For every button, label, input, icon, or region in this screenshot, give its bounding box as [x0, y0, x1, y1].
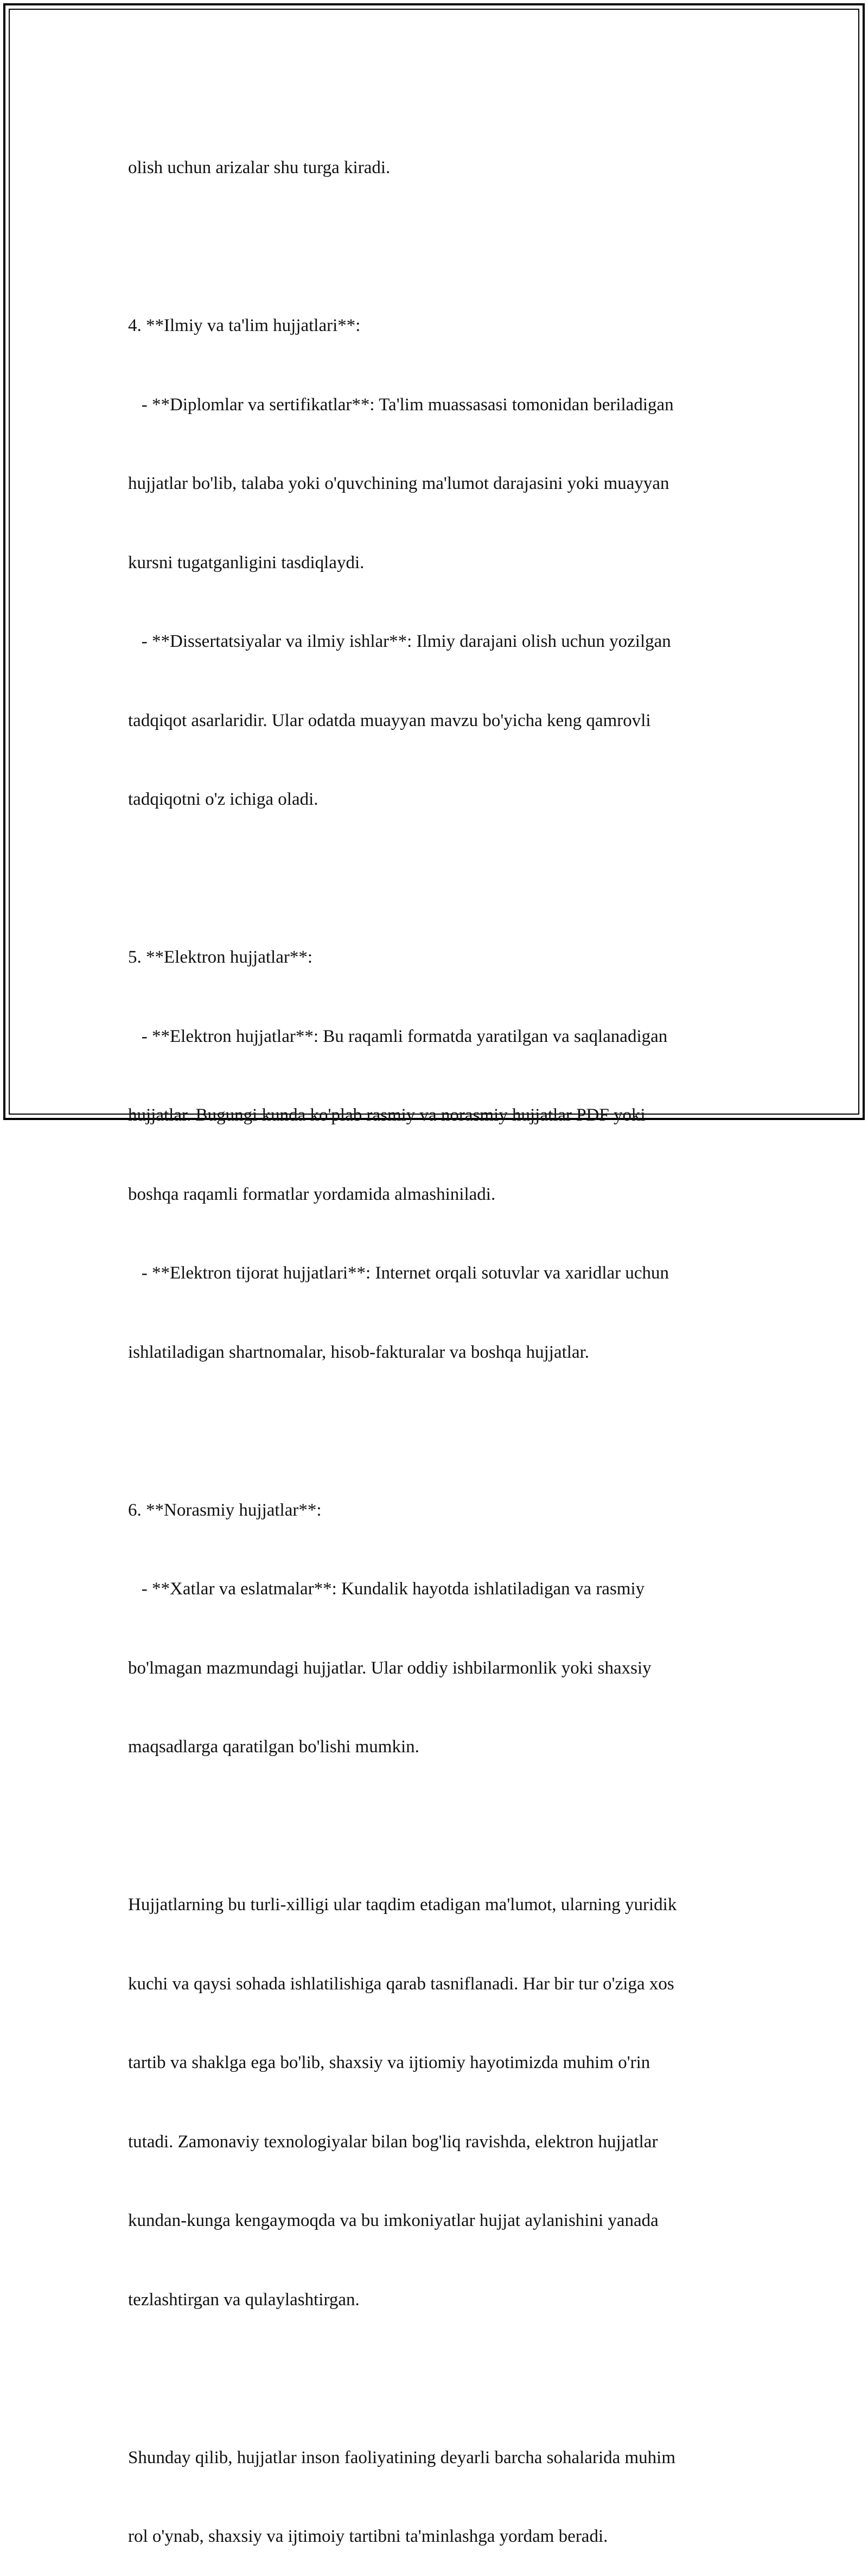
- text-line: kursni tugatganligini tasdiqlaydi.: [128, 552, 365, 573]
- conclusion-line: Shunday qilib, hujjatlar inson faoliyatining deyarli barcha sohalarida muhim: [128, 2447, 676, 2467]
- blank-line: [128, 1418, 752, 1445]
- blank-line: [128, 1813, 752, 1840]
- blank-line: [128, 866, 752, 892]
- text-line: boshqa raqamli formatlar yordamida almashiniladi.: [128, 1184, 496, 1204]
- list-item-ecommerce-docs: - **Elektron tijorat hujjatlari**: Internet orqali sotuvlar va xaridlar uchun: [128, 1263, 669, 1283]
- list-item-electronic-docs: - **Elektron hujjatlar**: Bu raqamli formatda yaratilgan va saqlanadigan: [128, 1026, 668, 1046]
- text-line: tadqiqot asarlaridir. Ular odatda muayyan mavzu bo'yicha keng qamrovli: [128, 710, 651, 730]
- blank-line: [128, 234, 752, 260]
- paragraph-line: kuchi va qaysi sohada ishlatilishiga qarab tasniflanadi. Har bir tur o'ziga xos: [128, 1974, 674, 1994]
- text-line: hujjatlar bo'lib, talaba yoki o'quvchining ma'lumot darajasini yoki muayyan: [128, 474, 669, 493]
- conclusion-line: rol o'ynab, shaxsiy va ijtimoiy tartibni ta'minlashga yordam beradi.: [128, 2527, 608, 2546]
- blank-line: [128, 2365, 752, 2392]
- paragraph-line: kundan-kunga kengaymoqda va bu imkoniyatlar hujjat aylanishini yanada: [128, 2211, 659, 2230]
- list-item-dissertations: - **Dissertatsiyalar va ilmiy ishlar**: Ilmiy darajani olish uchun yozilgan: [128, 632, 671, 651]
- paragraph-line: tezlashtirgan va qulaylashtirgan.: [128, 2289, 360, 2310]
- text-line: olish uchun arizalar shu turga kiradi.: [128, 158, 391, 177]
- section-heading-5: 5. **Elektron hujjatlar**:: [128, 947, 313, 967]
- paragraph-line: tutadi. Zamonaviy texnologiyalar bilan bog'liq ravishda, elektron hujjatlar: [128, 2132, 658, 2152]
- section-heading-6: 6. **Norasmiy hujjatlar**:: [128, 1500, 322, 1520]
- list-item-diplomas: - **Diplomlar va sertifikatlar**: Ta'lim muassasasi tomonidan beriladigan: [128, 395, 674, 415]
- document-body: [128, 102, 752, 2576]
- text-line: bo'lmagan mazmundagi hujjatlar. Ular oddiy ishbilarmonlik yoki shaxsiy: [128, 1658, 652, 1678]
- paragraph-line: tartib va shaklga ega bo'lib, shaxsiy va ijtiomiy hayotimizda muhim o'rin: [128, 2053, 650, 2072]
- section-heading-4: 4. **Ilmiy va ta'lim hujjatlari**:: [128, 316, 361, 335]
- text-line: hujjatlar. Bugungi kunda ko'plab rasmiy va norasmiy hujjatlar PDF yoki: [128, 1105, 646, 1125]
- paragraph-line: Hujjatlarning bu turli-xilligi ular taqdim etadigan ma'lumot, ularning yuridik: [128, 1895, 677, 1914]
- text-line: maqsadlarga qaratilgan bo'lishi mumkin.: [128, 1737, 419, 1757]
- text-line: tadqiqotni o'z ichiga oladi.: [128, 790, 318, 809]
- text-line: ishlatiladigan shartnomalar, hisob-fakturalar va boshqa hujjatlar.: [128, 1342, 590, 1362]
- list-item-letters: - **Xatlar va eslatmalar**: Kundalik hayotda ishlatiladigan va rasmiy: [128, 1579, 645, 1599]
